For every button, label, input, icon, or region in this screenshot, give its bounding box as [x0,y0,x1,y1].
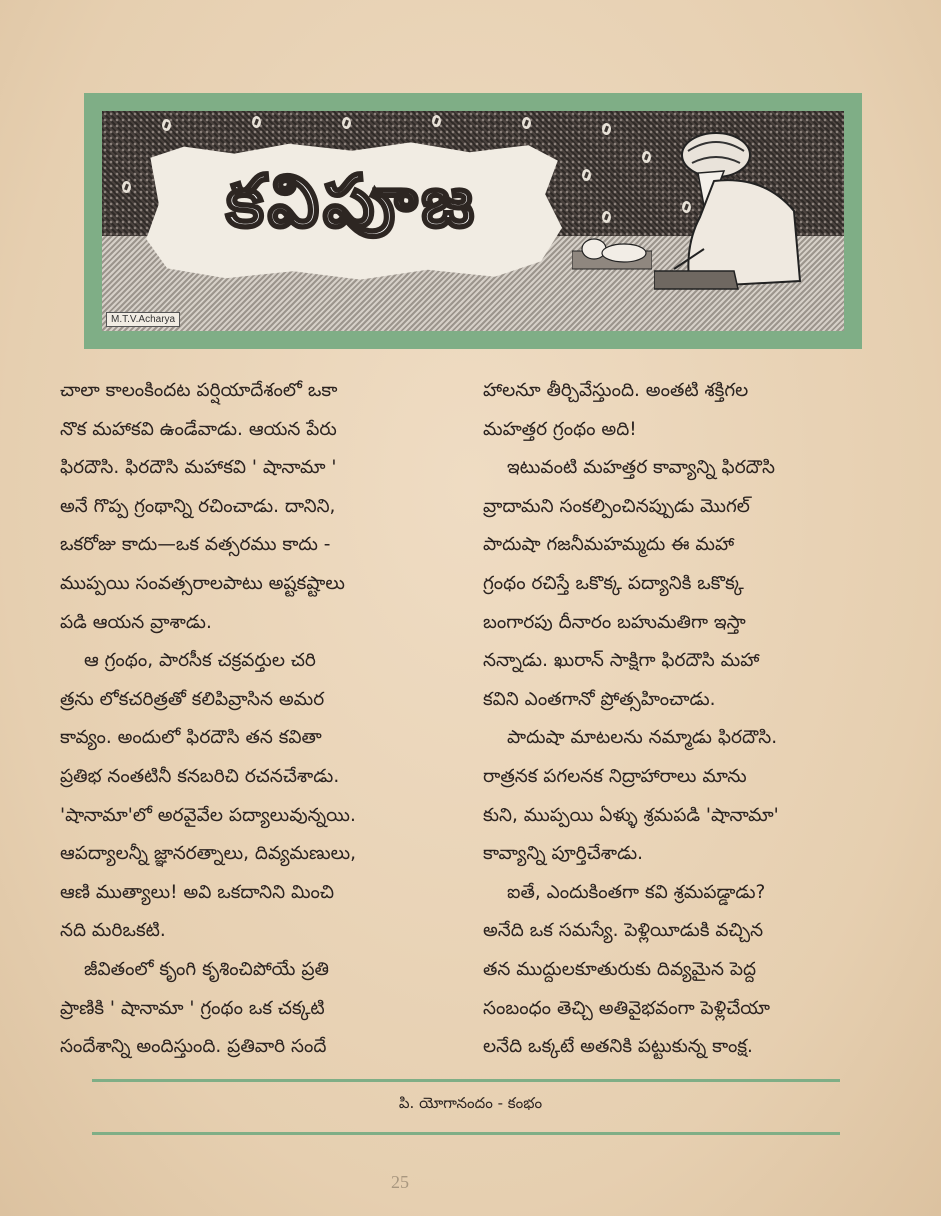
star-dot [522,117,531,129]
page-number: 25 [391,1172,409,1192]
text-line: ఆ గ్రంథం, పారసీక చక్రవర్తుల చరి [84,650,316,672]
text-line: ఇటువంటి మహత్తర కావ్యాన్ని ఫిరదౌసి [507,457,775,479]
star-dot [342,117,351,129]
star-dot [432,115,441,127]
text-line: సందేశాన్ని అందిస్తుంది. ప్రతివారి సందే [60,1036,327,1058]
text-line: ప్రాణికి ' షానామా ' గ్రంథం ఒక చక్కటి [60,997,325,1019]
banner-illustration [102,111,844,331]
text-line: నొక మహాకవి ఉండేవాడు. ఆయన పేరు [60,418,337,440]
text-line: నన్నాడు. ఖురాన్ సాక్షిగా ఫిరదౌసి మహా [483,650,760,672]
text-line: పాదుషా మాటలను నమ్మాడు ఫిరదౌసి. [507,727,778,749]
text-line: అనేది ఒక సమస్యే. పెళ్లియీడుకి వచ్చిన [483,920,764,942]
text-line: కావ్యాన్ని పూర్తిచేశాడు. [483,843,644,865]
text-line: ప్రతిభ నంతటినీ కనబరిచి రచనచేశాడు. [60,765,340,787]
text-line: త్రను లోకచరిత్రతో కలిపివ్రాసిన అమర [60,688,325,710]
header-banner [84,93,862,349]
text-line: వ్రాదామని సంకల్పించినప్పుడు మొగల్ [483,495,750,517]
text-line: జీవితంలో కృంగి కృశించిపోయే ప్రతి [84,958,329,980]
text-line: 'షానామా'లో అరవైవేల పద్యాలువున్నయి. [60,804,356,826]
left-text-column [60,372,456,1067]
text-line: కావ్యం. అందులో ఫిరదౌసి తన కవితా [60,727,322,749]
star-dot [252,116,261,128]
artist-signature: M.T.V.Acharya [106,312,180,327]
text-line: అనే గొప్ప గ్రంథాన్ని రచించాడు. దానిని, [60,495,336,517]
text-line: ముప్పయి సంవత్సరాలపాటు అష్టకష్టాలు [60,572,345,594]
text-line: సంబంధం తెచ్చి అతివైభవంగా పెళ్లిచేయా [483,997,770,1019]
author-byline: పి. యోగానందం - కంభం [398,1094,543,1112]
poet-writing-icon [654,121,804,301]
text-line: ఒకరోజు కాదు—ఒక వత్సరము కాదు - [60,534,331,556]
text-line: రాత్రనక పగలనక నిద్రాహారాలు మాను [483,765,747,787]
star-dot [162,119,171,131]
text-line: మహత్తర గ్రంథం అది! [483,418,637,440]
star-dot [642,151,651,163]
text-line: గ్రంథం రచిస్తే ఒకొక్క పద్యానికి ఒకొక్క [483,572,744,594]
sleeping-child-icon [572,231,652,271]
text-line: లనేది ఒక్కటే అతనికి పట్టుకున్న కాంక్ష. [483,1036,753,1058]
divider-bottom [92,1132,840,1135]
text-line: ఫిరదౌసి. ఫిరదౌసి మహాకవి ' షానామా ' [60,457,337,479]
text-line: తన ముద్దులకూతురుకు దివ్యమైన పెద్ద [483,958,757,980]
right-text-column [483,372,879,1067]
text-line: పడి ఆయన వ్రాశాడు. [60,611,212,633]
text-line: కవిని ఎంతగానో ప్రోత్సహించాడు. [483,688,716,710]
divider-top [92,1079,840,1082]
star-dot [122,181,131,193]
text-line: పాదుషా గజనీమహమ్మదు ఈ మహా [483,534,735,556]
text-line: ఆపద్యాలన్నీ జ్ఞానరత్నాలు, దివ్యమణులు, [60,843,357,865]
text-line: బంగారపు దీనారం బహుమతిగా ఇస్తా [483,611,746,633]
text-line: కుని, ముప్పయి ఏళ్ళు శ్రమపడి 'షానామా' [483,804,779,826]
star-dot [602,211,611,223]
star-dot [582,169,591,181]
text-line: ఐతే, ఎందుకింతగా కవి శ్రమపడ్డాడు? [507,881,766,903]
text-line: ఆణి ముత్యాలు! అవి ఒకదానిని మించి [60,881,335,903]
banner-title: కవిపూజ [226,159,478,243]
text-line: నది మరిఒకటి. [60,920,166,942]
text-line: హాలనూ తీర్చివేస్తుంది. అంతటి శక్తిగల [483,380,749,401]
star-dot [602,123,611,135]
text-line: చాలా కాలంకిందట పర్షియాదేశంలో ఒకా [60,380,338,401]
